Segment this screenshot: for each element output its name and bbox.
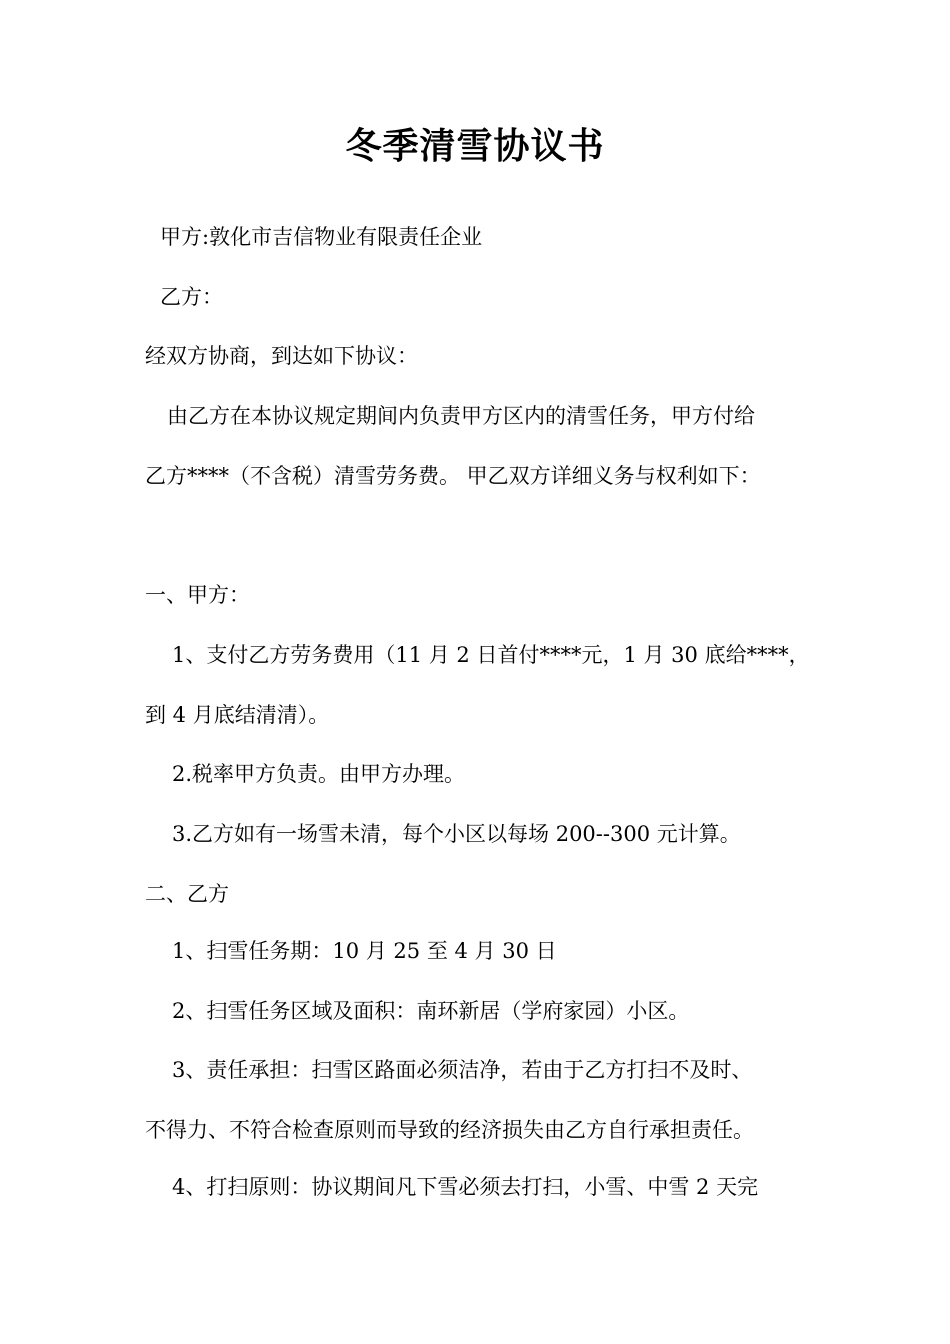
clause-line: 3.乙方如有一场雪未清，每个小区以每场 200--300 元计算。 [172, 822, 741, 846]
paragraph-line: 乙方****（不含税）清雪劳务费。 甲乙双方详细义务与权利如下： [145, 464, 761, 488]
clause-line: 2.税率甲方负责。由甲方办理。 [172, 762, 466, 786]
paragraph-line: 由乙方在本协议规定期间内负责甲方区内的清雪任务，甲方付给 [167, 404, 755, 428]
party-b-line: 乙方： [160, 285, 223, 309]
section-heading-party-b: 二、乙方 [145, 882, 229, 906]
agreement-intro: 经双方协商，到达如下协议： [145, 344, 418, 368]
section-heading-party-a: 一、甲方： [145, 583, 250, 607]
clause-line: 不得力、不符合检查原则而导致的经济损失由乙方自行承担责任。 [145, 1118, 754, 1142]
clause-line: 2、扫雪任务区域及面积：南环新居（学府家园）小区。 [172, 999, 690, 1023]
clause-line: 3、责任承担：扫雪区路面必须洁净，若由于乙方打扫不及时、 [172, 1058, 753, 1082]
clause-line: 1、支付乙方劳务费用（11 月 2 日首付****元，1 月 30 底给****， [172, 643, 810, 667]
document-title: 冬季清雪协议书 [345, 125, 605, 167]
clause-line: 到 4 月底结清清）。 [145, 703, 330, 727]
clause-line: 4、打扫原则：协议期间凡下雪必须去打扫，小雪、中雪 2 天完 [172, 1175, 759, 1199]
party-a-line: 甲方:敦化市吉信物业有限责任企业 [160, 225, 483, 249]
clause-line: 1、扫雪任务期：10 月 25 至 4 月 30 日 [172, 939, 557, 963]
